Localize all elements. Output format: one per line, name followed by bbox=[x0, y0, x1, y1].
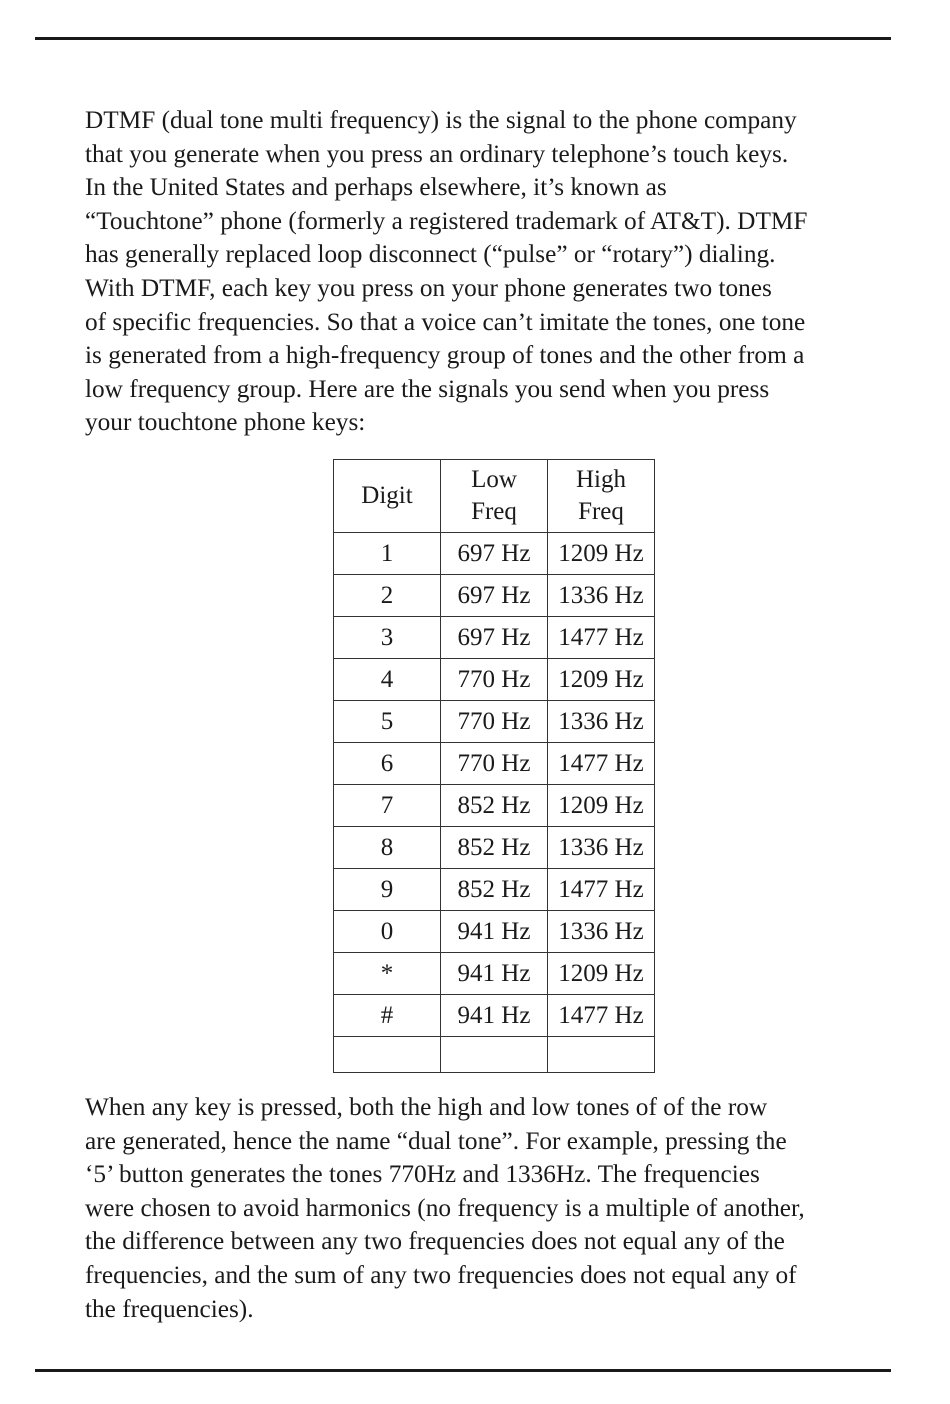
table-row bbox=[334, 701, 655, 743]
table-row-empty bbox=[334, 1037, 655, 1073]
cell-high-freq: 1336 Hz bbox=[548, 827, 655, 869]
cell-digit: 9 bbox=[334, 869, 441, 911]
cell-digit: 3 bbox=[334, 617, 441, 659]
table-row bbox=[334, 575, 655, 617]
outro-line: When any key is pressed, both the high and low tones of of the row bbox=[85, 1093, 768, 1121]
cell-high-freq: 1336 Hz bbox=[548, 575, 655, 617]
cell-high-freq: 1477 Hz bbox=[548, 995, 655, 1037]
outro-line: frequencies, and the sum of any two frequencies does not equal any of bbox=[85, 1260, 797, 1289]
table-row bbox=[334, 659, 655, 701]
intro-line: your touchtone phone keys: bbox=[85, 408, 366, 437]
header-high-line2: Freq bbox=[578, 498, 624, 525]
header-high-line1: High bbox=[576, 466, 626, 493]
cell-low-freq bbox=[441, 1037, 548, 1073]
cell-digit: 2 bbox=[334, 575, 441, 617]
cell-low-freq: 941 Hz bbox=[441, 953, 548, 995]
cell-digit: 4 bbox=[334, 659, 441, 701]
cell-high-freq: 1336 Hz bbox=[548, 911, 655, 953]
header-low-line2: Freq bbox=[471, 498, 517, 525]
outro-line: were chosen to avoid harmonics (no frequency is a multiple of another, bbox=[85, 1193, 805, 1222]
outro-paragraph bbox=[85, 1091, 905, 1326]
cell-digit: 5 bbox=[334, 701, 441, 743]
table-row bbox=[334, 533, 655, 575]
header-digit-label: Digit bbox=[361, 482, 413, 509]
intro-line: low frequency group. Here are the signals you send when you press bbox=[85, 374, 770, 403]
cell-high-freq: 1477 Hz bbox=[548, 869, 655, 911]
cell-digit: 0 bbox=[334, 911, 441, 953]
cell-low-freq: 941 Hz bbox=[441, 911, 548, 953]
cell-digit: 1 bbox=[334, 533, 441, 575]
cell-low-freq: 697 Hz bbox=[441, 533, 548, 575]
top-rule bbox=[35, 37, 891, 40]
intro-line: DTMF (dual tone multi frequency) is the signal to the phone company bbox=[85, 106, 797, 134]
cell-digit: 6 bbox=[334, 743, 441, 785]
cell-low-freq: 697 Hz bbox=[441, 575, 548, 617]
cell-low-freq: 697 Hz bbox=[441, 617, 548, 659]
cell-high-freq: 1209 Hz bbox=[548, 785, 655, 827]
cell-low-freq: 770 Hz bbox=[441, 743, 548, 785]
cell-low-freq: 941 Hz bbox=[441, 995, 548, 1037]
cell-digit bbox=[334, 1037, 441, 1073]
cell-high-freq: 1209 Hz bbox=[548, 953, 655, 995]
dtmf-frequency-table bbox=[333, 459, 655, 1073]
table-row bbox=[334, 995, 655, 1037]
intro-line: With DTMF, each key you press on your phone generates two tones bbox=[85, 273, 772, 302]
table-row bbox=[334, 869, 655, 911]
table-row bbox=[334, 617, 655, 659]
cell-high-freq: 1336 Hz bbox=[548, 701, 655, 743]
bottom-rule bbox=[35, 1369, 891, 1372]
outro-line: are generated, hence the name “dual tone”. For example, pressing the bbox=[85, 1126, 787, 1155]
table-row bbox=[334, 743, 655, 785]
intro-paragraph bbox=[85, 104, 905, 440]
intro-line: is generated from a high-frequency group of tones and the other from a bbox=[85, 341, 805, 370]
intro-line: “Touchtone” phone (formerly a registered trademark of AT&T). DTMF bbox=[85, 206, 808, 235]
cell-low-freq: 852 Hz bbox=[441, 827, 548, 869]
intro-line: In the United States and perhaps elsewhere, it’s known as bbox=[85, 173, 667, 202]
header-low-freq bbox=[441, 460, 548, 533]
cell-digit: # bbox=[334, 995, 441, 1037]
cell-digit: 7 bbox=[334, 785, 441, 827]
header-digit bbox=[334, 460, 441, 533]
cell-high-freq: 1477 Hz bbox=[548, 617, 655, 659]
outro-line: ‘5’ button generates the tones 770Hz and 1336Hz. The frequencies bbox=[85, 1160, 760, 1189]
cell-low-freq: 770 Hz bbox=[441, 701, 548, 743]
cell-high-freq: 1209 Hz bbox=[548, 533, 655, 575]
cell-low-freq: 770 Hz bbox=[441, 659, 548, 701]
header-high-freq bbox=[548, 460, 655, 533]
cell-high-freq: 1209 Hz bbox=[548, 659, 655, 701]
cell-digit: * bbox=[334, 953, 441, 995]
table-header-row bbox=[334, 460, 655, 533]
cell-high-freq: 1477 Hz bbox=[548, 743, 655, 785]
cell-low-freq: 852 Hz bbox=[441, 869, 548, 911]
header-low-line1: Low bbox=[471, 466, 517, 493]
table-row bbox=[334, 827, 655, 869]
table-row bbox=[334, 911, 655, 953]
intro-line: that you generate when you press an ordinary telephone’s touch keys. bbox=[85, 139, 789, 168]
cell-low-freq: 852 Hz bbox=[441, 785, 548, 827]
table-row bbox=[334, 785, 655, 827]
intro-line: of specific frequencies. So that a voice can’t imitate the tones, one tone bbox=[85, 307, 806, 336]
outro-line: the frequencies). bbox=[85, 1294, 254, 1323]
outro-line: the difference between any two frequencies does not equal any of the bbox=[85, 1227, 785, 1256]
cell-high-freq bbox=[548, 1037, 655, 1073]
table-row bbox=[334, 953, 655, 995]
intro-line: has generally replaced loop disconnect (“pulse” or “rotary”) dialing. bbox=[85, 240, 776, 269]
cell-digit: 8 bbox=[334, 827, 441, 869]
